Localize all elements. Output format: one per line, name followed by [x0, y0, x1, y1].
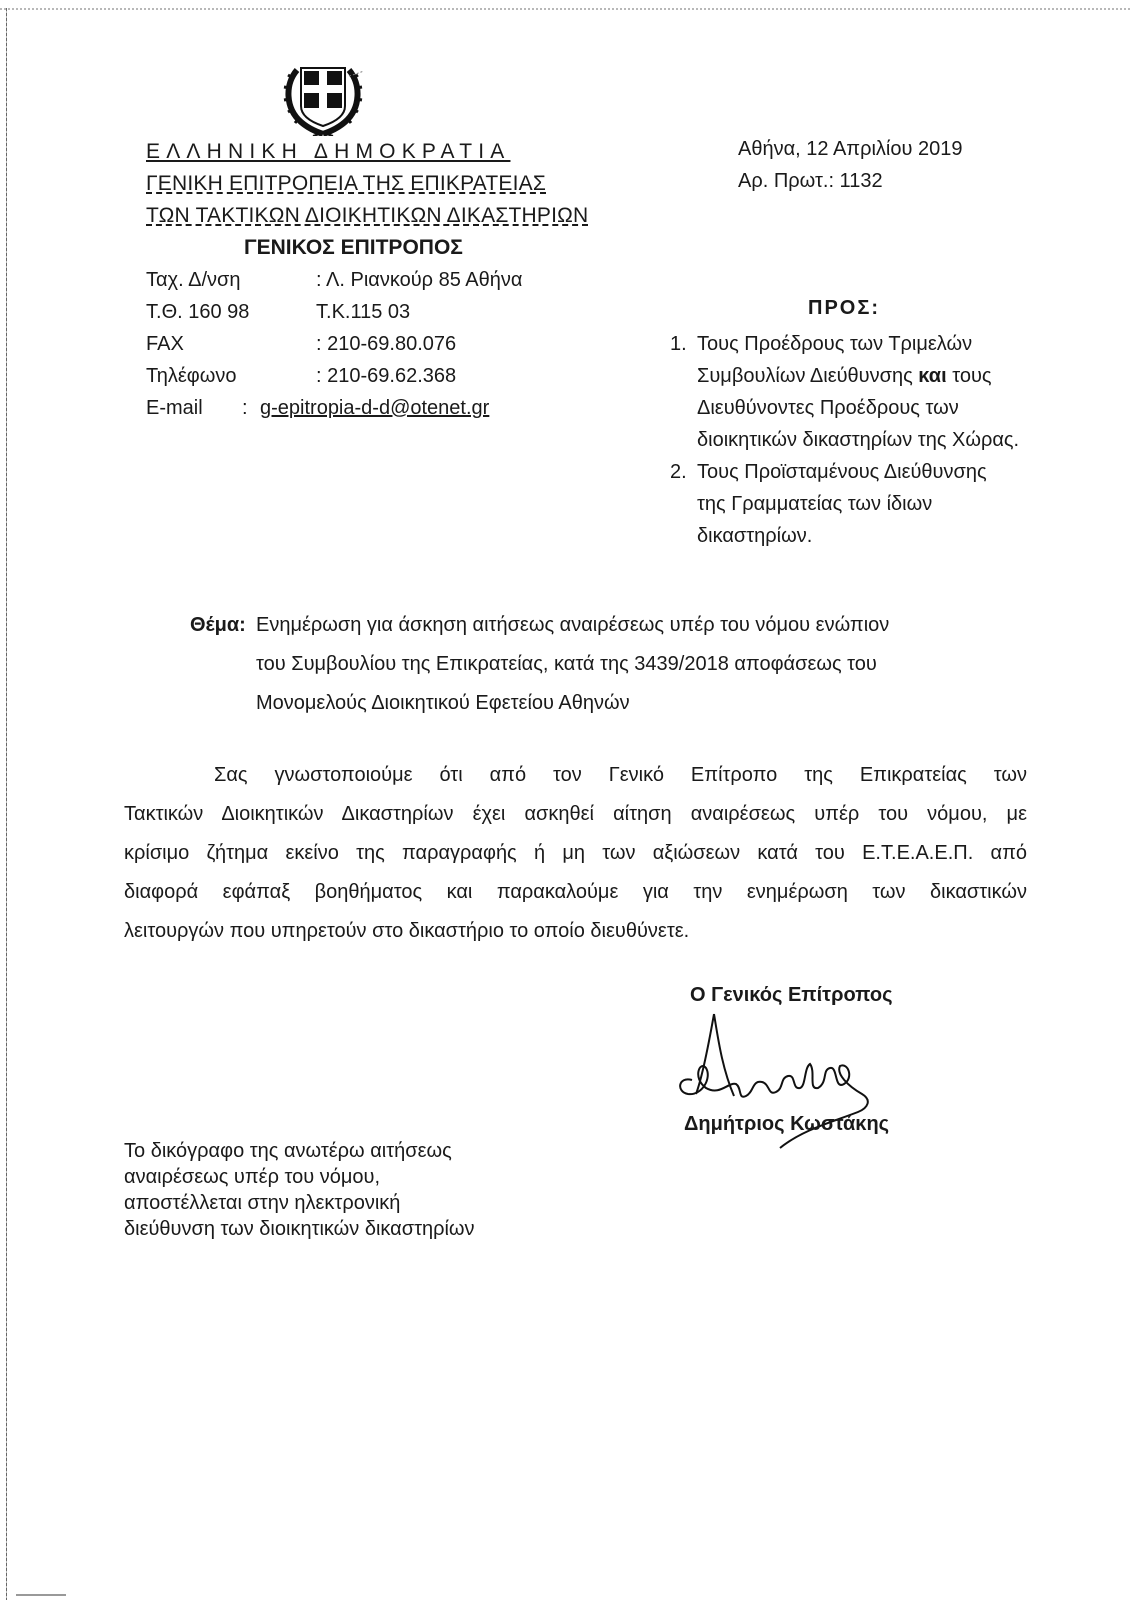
subject-line: Μονομελούς Διοικητικού Εφετείου Αθηνών — [256, 692, 630, 714]
fax-label: FAX — [146, 333, 184, 355]
email-link[interactable]: g-epitropia-d-d@otenet.gr — [260, 397, 490, 419]
recipient-text: τους — [952, 365, 992, 387]
recipients-title: ΠΡΟΣ: — [808, 297, 881, 319]
phone-label: Τηλέφωνο — [146, 365, 237, 387]
body-line: διαφορά εφάπαξ βοηθήματος και παρακαλούμε για την ενημέρωση των δικαστικών — [124, 881, 1027, 903]
note-line: Το δικόγραφο της ανωτέρω αιτήσεως — [124, 1140, 452, 1162]
recipient-line: Διευθύνοντες Προέδρους των — [697, 397, 959, 419]
header-commissioner: ΓΕΝΙΚΟΣ ΕΠΙΤΡΟΠΟΣ — [244, 236, 463, 259]
recipient-number: 1. — [670, 333, 687, 355]
protocol-number: Αρ. Πρωτ.: 1132 — [738, 170, 883, 192]
email-separator: : — [242, 397, 248, 419]
scan-border-left — [6, 8, 7, 1600]
greek-coat-of-arms-icon — [283, 52, 363, 136]
letter-date: Αθήνα, 12 Απριλίου 2019 — [738, 138, 963, 160]
body-line: Σας γνωστοποιούμε ότι από τον Γενικό Επίτροπο της Επικρατείας των — [214, 764, 1027, 786]
recipient-number: 2. — [670, 461, 687, 483]
subject-line: του Συμβουλίου της Επικρατείας, κατά της 3439/2018 αποφάσεως του — [256, 653, 877, 675]
po-box-label: Τ.Θ. 160 98 — [146, 301, 250, 323]
signatory-name: Δημήτριος Κωστάκης — [684, 1113, 890, 1135]
recipient-line: διοικητικών δικαστηρίων της Χώρας. — [697, 429, 1020, 451]
recipient-line: της Γραμματείας των ίδιων — [697, 493, 933, 515]
body-line: κρίσιμο ζήτημα εκείνο της παραγραφής ή μη των αξιώσεων κατά του Ε.Τ.Ε.Α.Ε.Π. από — [124, 842, 1027, 864]
recipient-bold-and: και — [918, 365, 947, 387]
recipient-line: Τους Προέδρους των Τριμελών — [697, 333, 973, 355]
postal-code-value: Τ.Κ.115 03 — [316, 301, 411, 323]
fax-value: : 210-69.80.076 — [316, 333, 457, 355]
subject-label: Θέμα: — [190, 614, 246, 636]
scan-mark-bottom — [16, 1594, 66, 1596]
note-line: αποστέλλεται στην ηλεκτρονική — [124, 1192, 401, 1214]
body-line: Τακτικών Διοικητικών Δικαστηρίων έχει ασκηθεί αίτηση αναιρέσεως υπέρ του νόμου, με — [124, 803, 1027, 825]
header-commission: ΓΕΝΙΚΗ ΕΠΙΤΡΟΠΕΙΑ ΤΗΣ ΕΠΙΚΡΑΤΕΙΑΣ — [146, 172, 547, 195]
signatory-title: Ο Γενικός Επίτροπος — [690, 984, 893, 1006]
recipient-line: δικαστηρίων. — [697, 525, 813, 547]
address-label: Ταχ. Δ/νση — [146, 269, 241, 291]
subject-line: Ενημέρωση για άσκηση αιτήσεως αναιρέσεως υπέρ του νόμου ενώπιον — [256, 614, 890, 636]
phone-value: : 210-69.62.368 — [316, 365, 457, 387]
email-label: E-mail — [146, 397, 203, 419]
body-line: λειτουργών που υπηρετούν στο δικαστήριο το οποίο διευθύνετε. — [124, 920, 690, 942]
recipient-text: Συμβουλίων Διεύθυνσης — [697, 365, 913, 387]
note-line: αναιρέσεως υπέρ του νόμου, — [124, 1166, 381, 1188]
header-courts: ΤΩΝ ΤΑΚΤΙΚΩΝ ΔΙΟΙΚΗΤΙΚΩΝ ΔΙΚΑΣΤΗΡΙΩΝ — [146, 204, 589, 227]
scan-border-top — [0, 8, 1131, 10]
recipient-line: Τους Προϊσταμένους Διεύθυνσης — [697, 461, 987, 483]
recipient-line — [697, 360, 992, 392]
address-value: : Λ. Ριανκούρ 85 Αθήνα — [316, 269, 523, 291]
note-line: διεύθυνση των διοικητικών δικαστηρίων — [124, 1218, 475, 1240]
header-republic: ΕΛΛΗΝΙΚΗ ΔΗΜΟΚΡΑΤΙΑ — [146, 140, 511, 163]
